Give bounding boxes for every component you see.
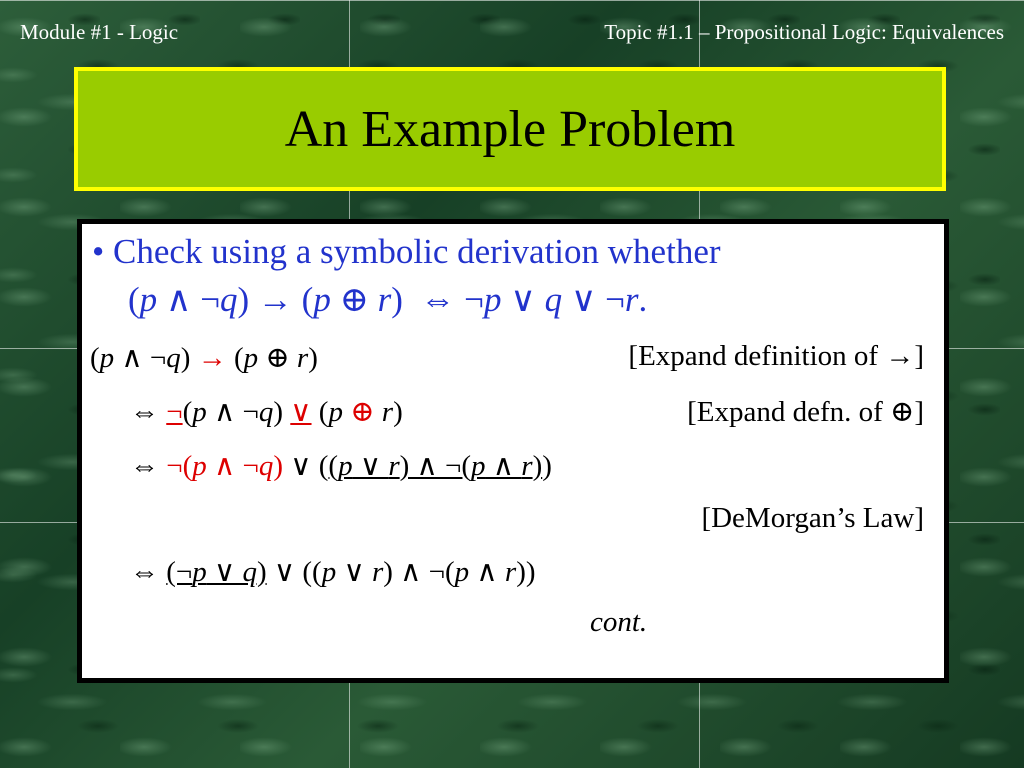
title-box: [74, 67, 946, 191]
derivation-expr-1: (p ∧ ¬q) → (p ⊕ r): [90, 342, 318, 374]
content-box: [77, 219, 949, 683]
derivation-note-2: [Expand defn. of ⊕]: [687, 396, 924, 428]
slide-title: An Example Problem: [284, 100, 736, 158]
derivation-expr-3: ⇔ ¬(p ∧ ¬q) ∨ ((p ∨ r) ∧ ¬(p ∧ r)): [130, 450, 552, 482]
background-gridline: [0, 0, 1024, 1]
bullet-text: Check using a symbolic derivation whether: [113, 232, 721, 271]
derivation-note-1: [Expand definition of →]: [628, 340, 924, 372]
bullet-item: [92, 232, 721, 272]
derivation-note-3: [DeMorgan’s Law]: [701, 502, 924, 534]
derivation-expr-4: ⇔ (¬p ∨ q) ∨ ((p ∨ r) ∧ ¬(p ∧ r)): [130, 556, 536, 588]
module-label: Module #1 - Logic: [20, 20, 179, 44]
bullet-formula: (p ∧ ¬q) → (p ⊕ r) ⇔ ¬p ∨ q ∨ ¬r.: [128, 280, 648, 319]
continued-label: cont.: [590, 606, 648, 638]
bullet-marker: •: [92, 232, 105, 271]
topic-label: Topic #1.1 – Propositional Logic: Equivalences: [604, 20, 1004, 44]
derivation-expr-2: ⇔ ¬(p ∧ ¬q) ∨ (p ⊕ r): [130, 396, 403, 428]
